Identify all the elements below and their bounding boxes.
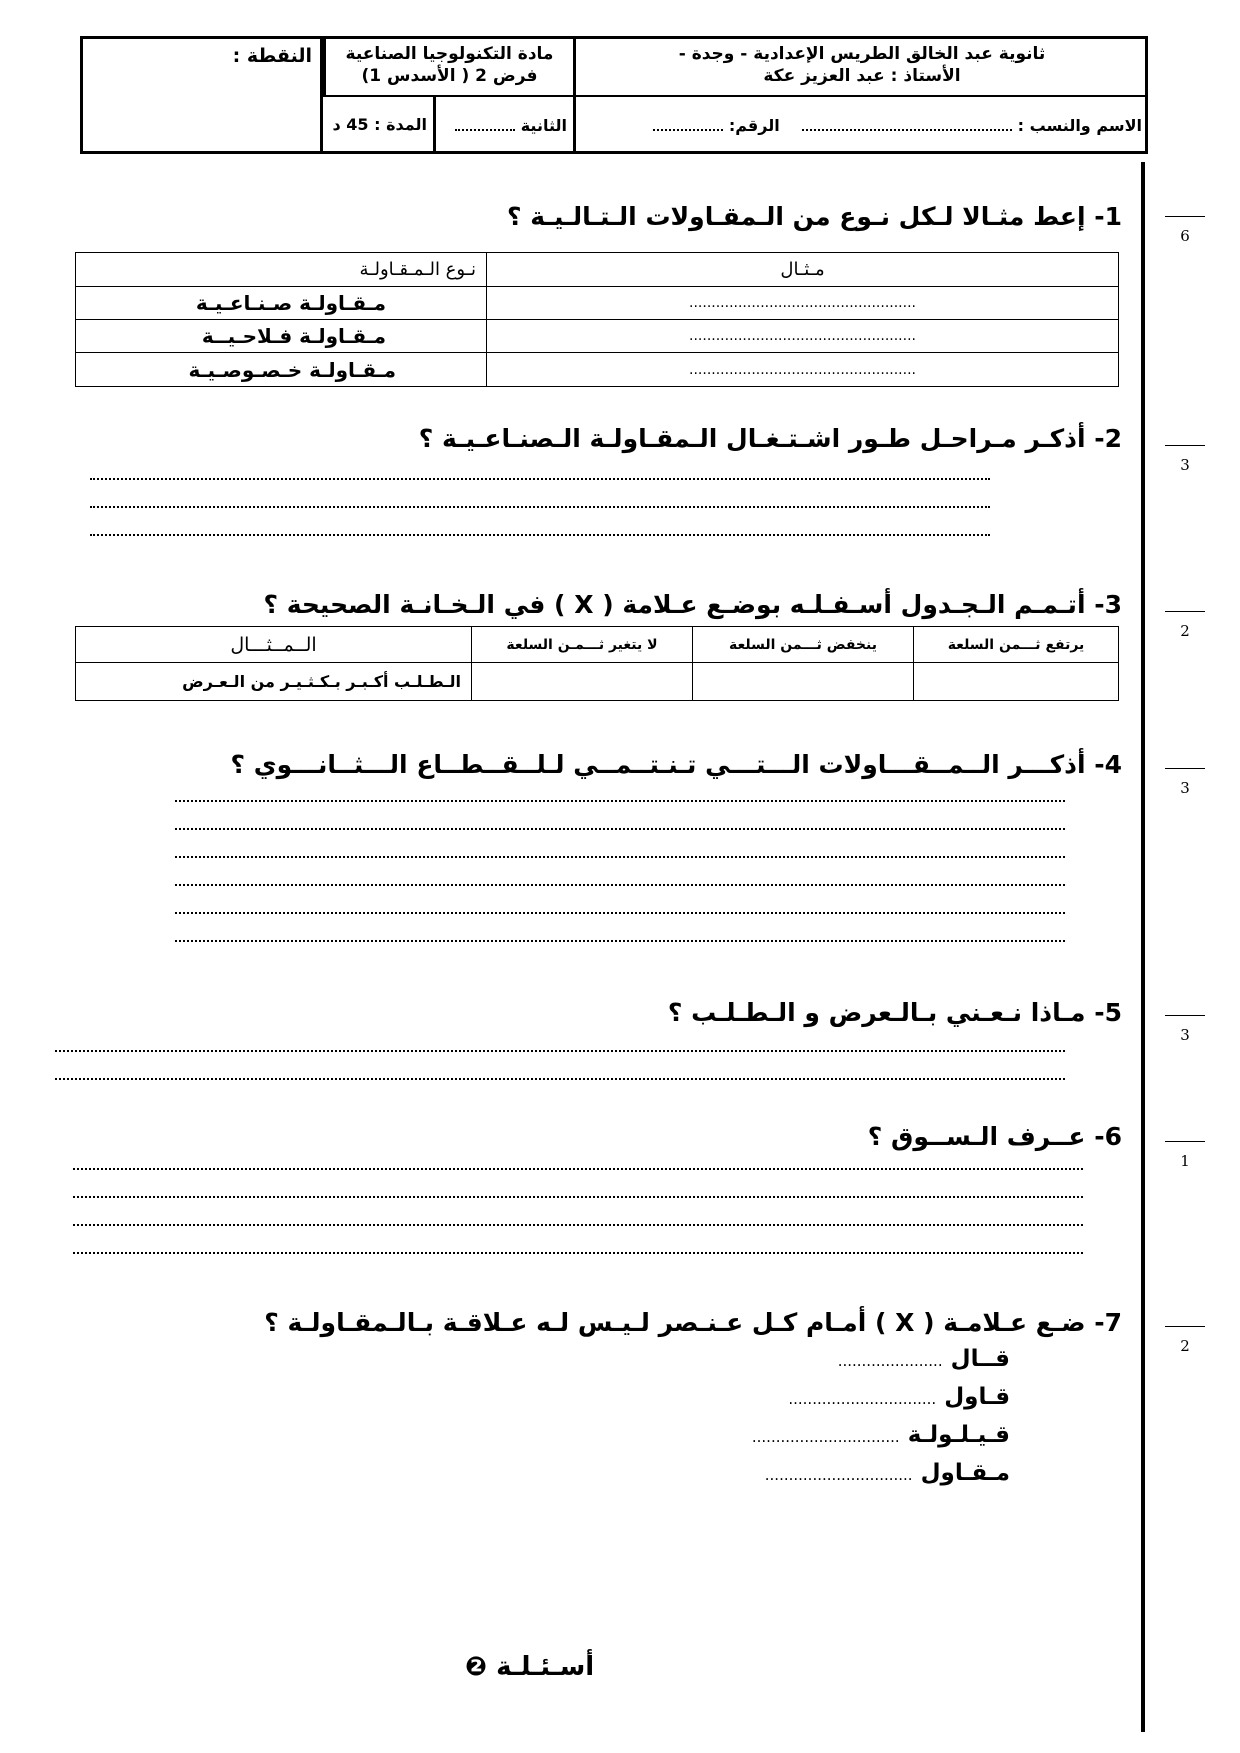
table1-row-answer[interactable]: ................................................... [487, 353, 1119, 387]
table1-row-answer[interactable]: ................................................... [487, 287, 1119, 320]
score-cell [83, 39, 323, 151]
answer-line[interactable] [175, 856, 1065, 858]
table2-check-cell[interactable] [472, 663, 693, 701]
name-field[interactable] [802, 115, 1012, 131]
question-4: 4- أذكـــر الــمــقـــاولات الـــتـــي تـنـتــمــي لـلــقــطــاع الـــثــانـــوي ؟ [230, 750, 1122, 779]
question-3: 3- أتـمـم الـجـدول أسـفـلـه بوضـع عـلامة ( X ) في الـخـانـة الصحيحة ؟ [263, 590, 1122, 619]
answer-line[interactable] [73, 1168, 1083, 1170]
table2-header: يرتفع ثـــمن السلعة [914, 627, 1119, 663]
mark-q5: 3 [1165, 1015, 1205, 1044]
table2-example: الـطـلـب أكـبـر بـكـثـيـر من الـعـرض [76, 663, 472, 701]
table2-header: ينخفض ثـــمن السلعة [693, 627, 914, 663]
question-6: 6- عــرف الـســوق ؟ [867, 1122, 1122, 1151]
table1-row-type: مـقـاولـة خـصـوصـيـة [76, 353, 487, 387]
mark-q3: 2 [1165, 611, 1205, 640]
duration-cell [323, 97, 433, 151]
q7-item[interactable]: مـقـاول ............................... [764, 1460, 1010, 1486]
question-7: 7- ضـع عـلامـة ( X ) أمـام كـل عـنـصر لـيـس لـه عـلاقـة بـالـمقـاولـة ؟ [264, 1308, 1122, 1337]
school-cell [573, 39, 1148, 97]
answer-line[interactable] [55, 1050, 1065, 1052]
number-field[interactable] [653, 115, 723, 131]
answer-line[interactable] [175, 940, 1065, 942]
mark-q6: 1 [1165, 1141, 1205, 1170]
answer-line[interactable] [175, 884, 1065, 886]
answer-line[interactable] [90, 534, 990, 536]
mark-q2: 3 [1165, 445, 1205, 474]
answer-line[interactable] [73, 1224, 1083, 1226]
table2-check-cell[interactable] [693, 663, 914, 701]
answer-line[interactable] [175, 912, 1065, 914]
exam-header [80, 36, 1148, 154]
subject-cell [323, 39, 573, 97]
school-name: ثانوية عبد الخالق الطريس الإعدادية - وجدة - [678, 44, 1046, 64]
score-label: النقطة : [232, 45, 312, 67]
class-field[interactable] [455, 115, 515, 131]
answer-line[interactable] [73, 1196, 1083, 1198]
answer-line[interactable] [90, 506, 990, 508]
answer-line[interactable] [175, 800, 1065, 802]
exam-title: فرض 2 ( الأسدس 1) [361, 66, 538, 86]
mark-q1: 6 [1165, 216, 1205, 245]
q7-item[interactable]: قــال ...................... [837, 1346, 1010, 1372]
answer-line[interactable] [55, 1078, 1065, 1080]
question-2: 2- أذكـر مـراحـل طـور اشـتـغـال الـمقـاولـة الـصنـاعـيـة ؟ [418, 424, 1122, 453]
teacher-name: الأستاذ : عبد العزيز عكة [763, 66, 961, 86]
mark-q7: 2 [1165, 1326, 1205, 1355]
number-label: الرقم: [728, 116, 780, 135]
table1-row-type: مـقـاولـة فـلاحـيــة [76, 320, 487, 353]
q7-item[interactable]: قـيـلـولـة ............................... [751, 1422, 1010, 1448]
name-cell[interactable] [573, 97, 1148, 151]
answer-line[interactable] [90, 478, 990, 480]
page-footer: أسـئـلـة ❷ [465, 1652, 595, 1682]
margin-line [1141, 162, 1145, 1732]
class-label: الثانية [520, 116, 567, 135]
answer-line[interactable] [73, 1252, 1083, 1254]
table-price-check [75, 626, 1119, 701]
answer-line[interactable] [175, 828, 1065, 830]
q7-item[interactable]: قـاول ............................... [788, 1384, 1010, 1410]
question-1: 1- إعط مثـالا لـكل نـوع من الـمقـاولات الـتـالـيـة ؟ [507, 202, 1122, 231]
table1-header-type: نـوع الـمـقـاولـة [76, 253, 487, 287]
table1-header-example: مـثـال [487, 253, 1119, 287]
table2-header: لا يتغير ثـــمـن السلعة [472, 627, 693, 663]
table1-row-type: مـقـاولـة صـنـاعـيـة [76, 287, 487, 320]
class-cell[interactable] [433, 97, 573, 151]
table2-check-cell[interactable] [914, 663, 1119, 701]
table2-header: الــمــثـــال [76, 627, 472, 663]
question-5: 5- مـاذا نـعـني بـالـعرض و الـطـلـب ؟ [667, 998, 1122, 1027]
name-label: الاسم والنسب : [1017, 116, 1142, 135]
subject-title: مادة التكنولوجيا الصناعية [345, 44, 554, 64]
duration-label: المدة : 45 د [332, 115, 427, 134]
mark-q4: 3 [1165, 768, 1205, 797]
table-enterprise-types [75, 252, 1119, 387]
table1-row-answer[interactable]: ................................................... [487, 320, 1119, 353]
